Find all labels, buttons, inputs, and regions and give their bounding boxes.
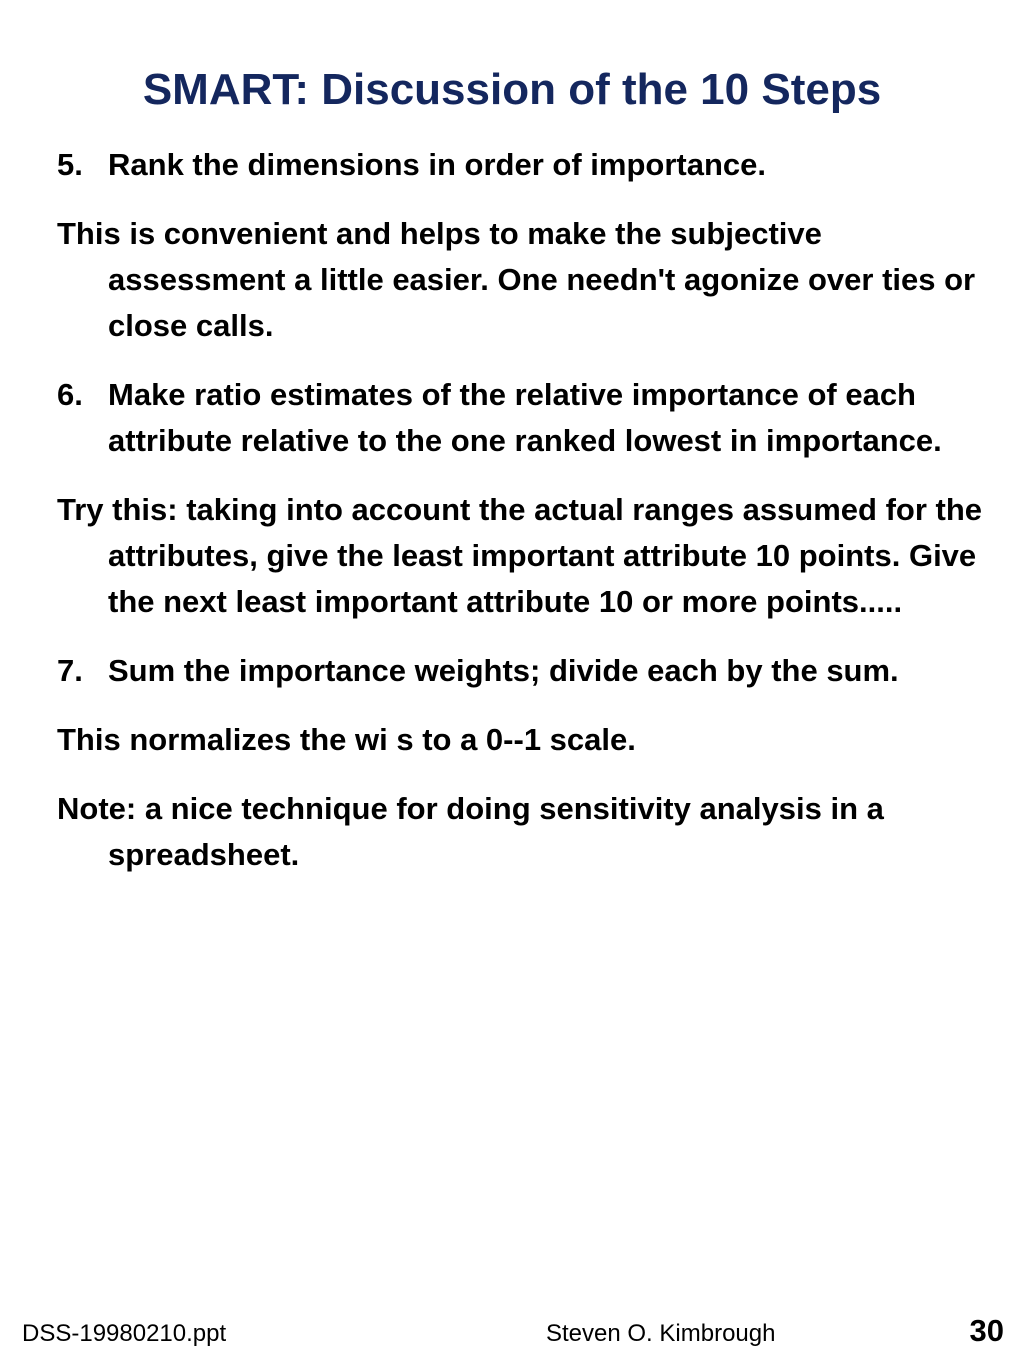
- step-5: [57, 142, 987, 188]
- page-number: 30: [969, 1313, 1004, 1348]
- slide-body: [57, 142, 987, 901]
- note-8: Note: a nice technique for doing sensitivity analysis in a spreadsheet.: [57, 791, 884, 872]
- step-7-number: 7.: [57, 653, 83, 688]
- step-7-text: Sum the importance weights; divide each by the sum.: [108, 653, 899, 688]
- step-7: [57, 648, 987, 694]
- step-6-number: 6.: [57, 377, 83, 412]
- footer-author: Steven O. Kimbrough: [546, 1320, 776, 1347]
- step-6-text: Make ratio estimates of the relative importance of each attribute relative to the one ranked lowest in importance.: [108, 377, 942, 458]
- note-6: Try this: taking into account the actual ranges assumed for the attributes, give the least important attribute 10 points. Give the next least important attribute 10 or more points.....: [57, 492, 983, 619]
- step-5-number: 5.: [57, 147, 83, 182]
- note-5: This is convenient and helps to make the subjective assessment a little easier. One needn't agonize over ties or close calls.: [57, 216, 976, 343]
- step-6: [57, 372, 987, 464]
- note-7: This normalizes the wi s to a 0--1 scale.: [57, 722, 636, 757]
- footer-filename: DSS-19980210.ppt: [22, 1320, 227, 1347]
- step-5-text: Rank the dimensions in order of importance.: [108, 147, 766, 182]
- slide-title: SMART: Discussion of the 10 Steps: [142, 65, 882, 114]
